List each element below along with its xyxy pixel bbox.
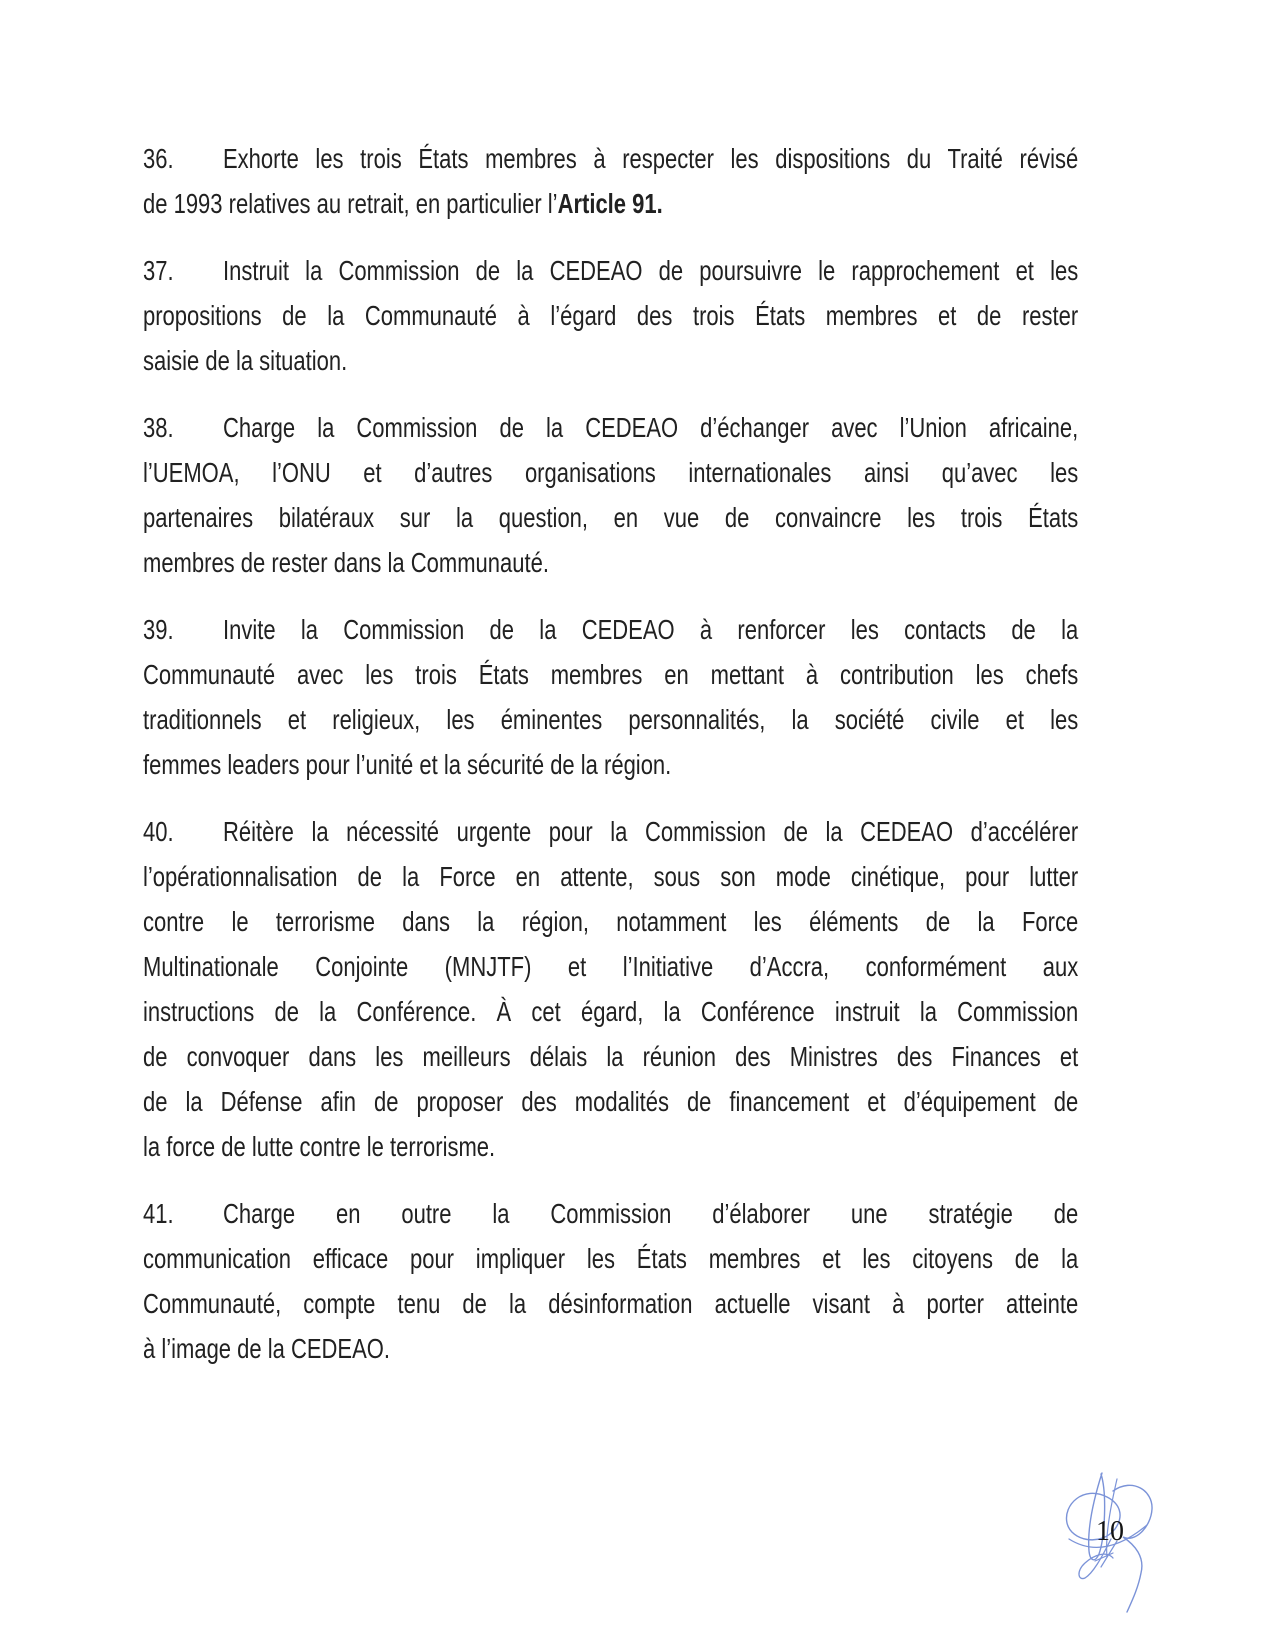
text-line	[143, 1281, 1078, 1326]
text-segment: saisie de la situation.	[143, 345, 348, 376]
text-line	[143, 1191, 1078, 1236]
text-segment: de convoquer dans les meilleurs délais la réunion des Ministres des Finances et	[143, 1041, 1079, 1072]
paragraph-37	[143, 248, 1078, 383]
paragraph-36	[143, 136, 1078, 226]
text-line	[143, 450, 1078, 495]
text-segment: communication efficace pour impliquer les États membres et les citoyens de la	[143, 1243, 1079, 1274]
bold-text: Article 91.	[557, 188, 663, 219]
paragraph-39	[143, 607, 1078, 787]
text-segment: de 1993 relatives au retrait, en particulier l’	[143, 188, 558, 219]
text-line	[143, 405, 1078, 450]
text-line	[143, 854, 1078, 899]
text-segment: traditionnels et religieux, les éminentes personnalités, la société civile et les	[143, 704, 1079, 735]
text-line	[143, 495, 1078, 540]
text-line	[143, 697, 1078, 742]
text-line	[143, 607, 1078, 652]
text-line	[143, 338, 1078, 383]
text-line	[143, 809, 1078, 854]
text-line	[143, 1124, 1078, 1169]
text-line	[143, 136, 1078, 181]
text-segment: propositions de la Communauté à l’égard des trois États membres et de rester	[143, 300, 1079, 331]
paragraph-number: 40.	[143, 816, 174, 847]
text-segment: femmes leaders pour l’unité et la sécurité de la région.	[143, 749, 672, 780]
text-segment: membres de rester dans la Communauté.	[143, 547, 549, 578]
paragraph-number: 36.	[143, 143, 174, 174]
text-line	[143, 1236, 1078, 1281]
paragraph-number: 38.	[143, 412, 174, 443]
text-line	[143, 540, 1078, 585]
text-line	[143, 1326, 1078, 1371]
page-number: 10	[1096, 1516, 1124, 1547]
text-segment: Réitère la nécessité urgente pour la Commission de la CEDEAO d’accélérer	[223, 816, 1079, 847]
text-segment: Communauté avec les trois États membres en mettant à contribution les chefs	[143, 659, 1079, 690]
text-segment: l’opérationnalisation de la Force en attente, sous son mode cinétique, pour lutter	[143, 861, 1079, 892]
text-segment: la force de lutte contre le terrorisme.	[143, 1131, 496, 1162]
text-segment: Charge en outre la Commission d’élaborer une stratégie de	[223, 1198, 1079, 1229]
paragraph-number: 37.	[143, 255, 174, 286]
text-line	[143, 248, 1078, 293]
text-segment: l’UEMOA, l’ONU et d’autres organisations internationales ainsi qu’avec les	[143, 457, 1079, 488]
paragraph-number: 41.	[143, 1198, 174, 1229]
text-segment: Exhorte les trois États membres à respecter les dispositions du Traité révisé	[223, 143, 1079, 174]
text-segment: Instruit la Commission de la CEDEAO de poursuivre le rapprochement et les	[223, 255, 1079, 286]
text-line	[143, 1079, 1078, 1124]
text-line	[143, 652, 1078, 697]
text-line	[143, 181, 1078, 226]
text-segment: Invite la Commission de la CEDEAO à renforcer les contacts de la	[223, 614, 1079, 645]
paragraph-41	[143, 1191, 1078, 1371]
text-line	[143, 293, 1078, 338]
paragraph-number: 39.	[143, 614, 174, 645]
document-body	[143, 136, 1078, 1393]
text-segment: contre le terrorisme dans la région, notamment les éléments de la Force	[143, 906, 1079, 937]
paragraph-40	[143, 809, 1078, 1169]
text-line	[143, 899, 1078, 944]
text-segment: Charge la Commission de la CEDEAO d’échanger avec l’Union africaine,	[223, 412, 1079, 443]
text-line	[143, 989, 1078, 1034]
text-segment: instructions de la Conférence. À cet égard, la Conférence instruit la Commission	[143, 996, 1079, 1027]
paragraph-38	[143, 405, 1078, 585]
text-segment: Multinationale Conjointe (MNJTF) et l’Initiative d’Accra, conformément aux	[143, 951, 1079, 982]
text-segment: partenaires bilatéraux sur la question, en vue de convaincre les trois États	[143, 502, 1079, 533]
text-line	[143, 1034, 1078, 1079]
text-line	[143, 944, 1078, 989]
text-line	[143, 742, 1078, 787]
text-segment: à l’image de la CEDEAO.	[143, 1333, 390, 1364]
text-segment: de la Défense afin de proposer des modalités de financement et d’équipement de	[143, 1086, 1079, 1117]
text-segment: Communauté, compte tenu de la désinformation actuelle visant à porter atteinte	[143, 1288, 1079, 1319]
